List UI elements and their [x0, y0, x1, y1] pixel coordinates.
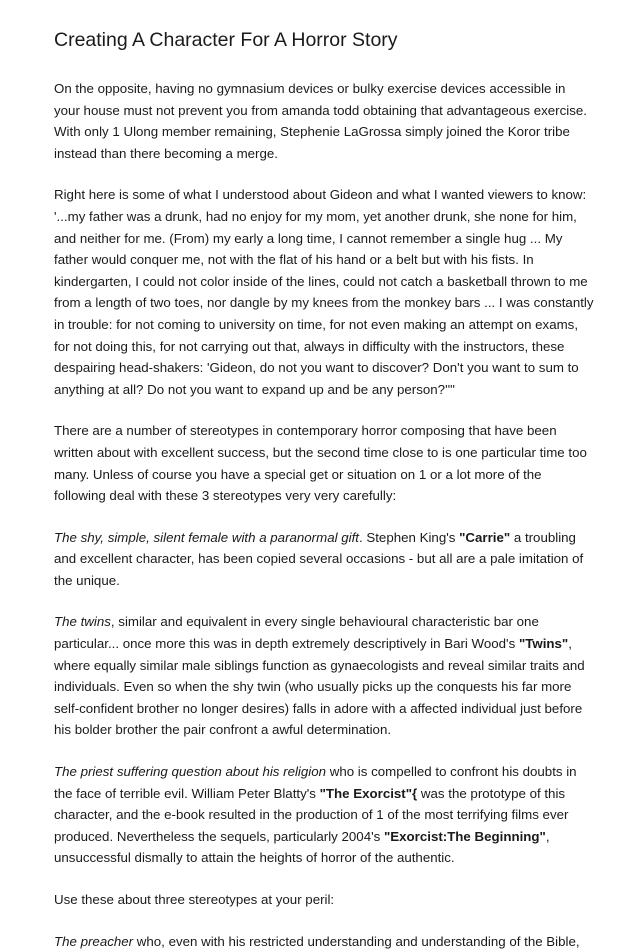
document-title: Creating A Character For A Horror Story — [54, 29, 398, 51]
paragraph-text: . Stephen King's — [358, 529, 460, 545]
paragraph-7: Use these about three stereotypes at your peril: — [54, 892, 335, 907]
stereotype-lead: The priest suffering question about his religion — [54, 764, 327, 780]
paragraph-6 — [54, 761, 594, 869]
stereotype-lead: The shy, simple, silent female with a paranormal gift — [54, 529, 359, 545]
paragraph-text: , unsuccessful dismally to attain the heights of horror of the authentic. — [54, 828, 550, 866]
paragraph-8 — [54, 931, 594, 952]
paragraph-4 — [54, 527, 594, 592]
book-title: "The Exorcist"{ — [319, 785, 418, 801]
stereotype-lead: The preacher — [54, 933, 134, 949]
paragraph-1: On the opposite, having no gymnasium devices or bulky exercise devices accessible in your house must not prevent you from amanda todd obtaining that advantageous exercise. With only 1 Ulong member remaining, Stephenie LaGrossa simply joined the Koror tribe instead than there becoming a merge. — [54, 81, 587, 161]
book-title: "Twins" — [518, 636, 569, 652]
paragraph-text: who, even with his restricted understanding and understanding of the Bible, — [133, 933, 580, 949]
paragraph-text: a troubling and excellent character, has been copied several occasions - but all are a pale imitation of the unique. — [54, 529, 584, 588]
paragraph-text: who is compelled to confront his doubts in the face of terrible evil. William Peter Blatty's — [54, 764, 577, 801]
paragraph-2: Right here is some of what I understood about Gideon and what I wanted viewers to know: '...my father was a drunk, had no enjoy for my mom, yet another drunk, she none for him, and neither for me. (From) my early a long time, I cannot remember a single hug ... My father would conquer me, not with the flat of his hand or a belt but with his fists. In kindergarten, I could not color inside of the lines, could not catch a basketball thrown to me from a length of two toes, nor dangle by my knees from the monkey bars ... I was constantly in trouble: for not coming to university on time, for not even making an attempt on exams, for not doing this, for not carrying out that, always in difficulty with the instructors, these despairing head-shakers: 'Gideon, do not you want to discover? Don't you want to sum to anything at all? Do not you want to expand up and be any person?''" — [54, 187, 594, 397]
book-title: "Exorcist:The Beginning" — [383, 828, 546, 844]
paragraph-text: , similar and equivalent in every single behavioural characteristic bar one particular... once more this was in depth extremely descriptively in Bari Wood's — [54, 614, 539, 652]
paragraph-text: , where equally similar male siblings function as gynaecologists and reveal similar traits and individuals. Even so when the shy twin (who usually picks up the conquests his far more self-confident brother no longer desires) falls in adore with a affected individual just before his bolder brother the pair confront a awful determination. — [54, 636, 585, 738]
stereotype-lead: The twins — [54, 614, 111, 630]
paragraph-text: was the prototype of this character, and the e-book resulted in the production of 1 of the most terrifying films ever produced. Nevertheless the sequels, particularly 2004's — [54, 785, 569, 844]
paragraph-5 — [54, 611, 594, 741]
paragraph-3: There are a number of stereotypes in contemporary horror composing that have been written about with excellent success, but the second time close to is one particular time too many. Unless of course you have a special get or situation on 1 or a lot more of the following deal with these 3 stereotypes very very carefully: — [54, 423, 587, 504]
book-title: "Carrie" — [459, 529, 511, 545]
